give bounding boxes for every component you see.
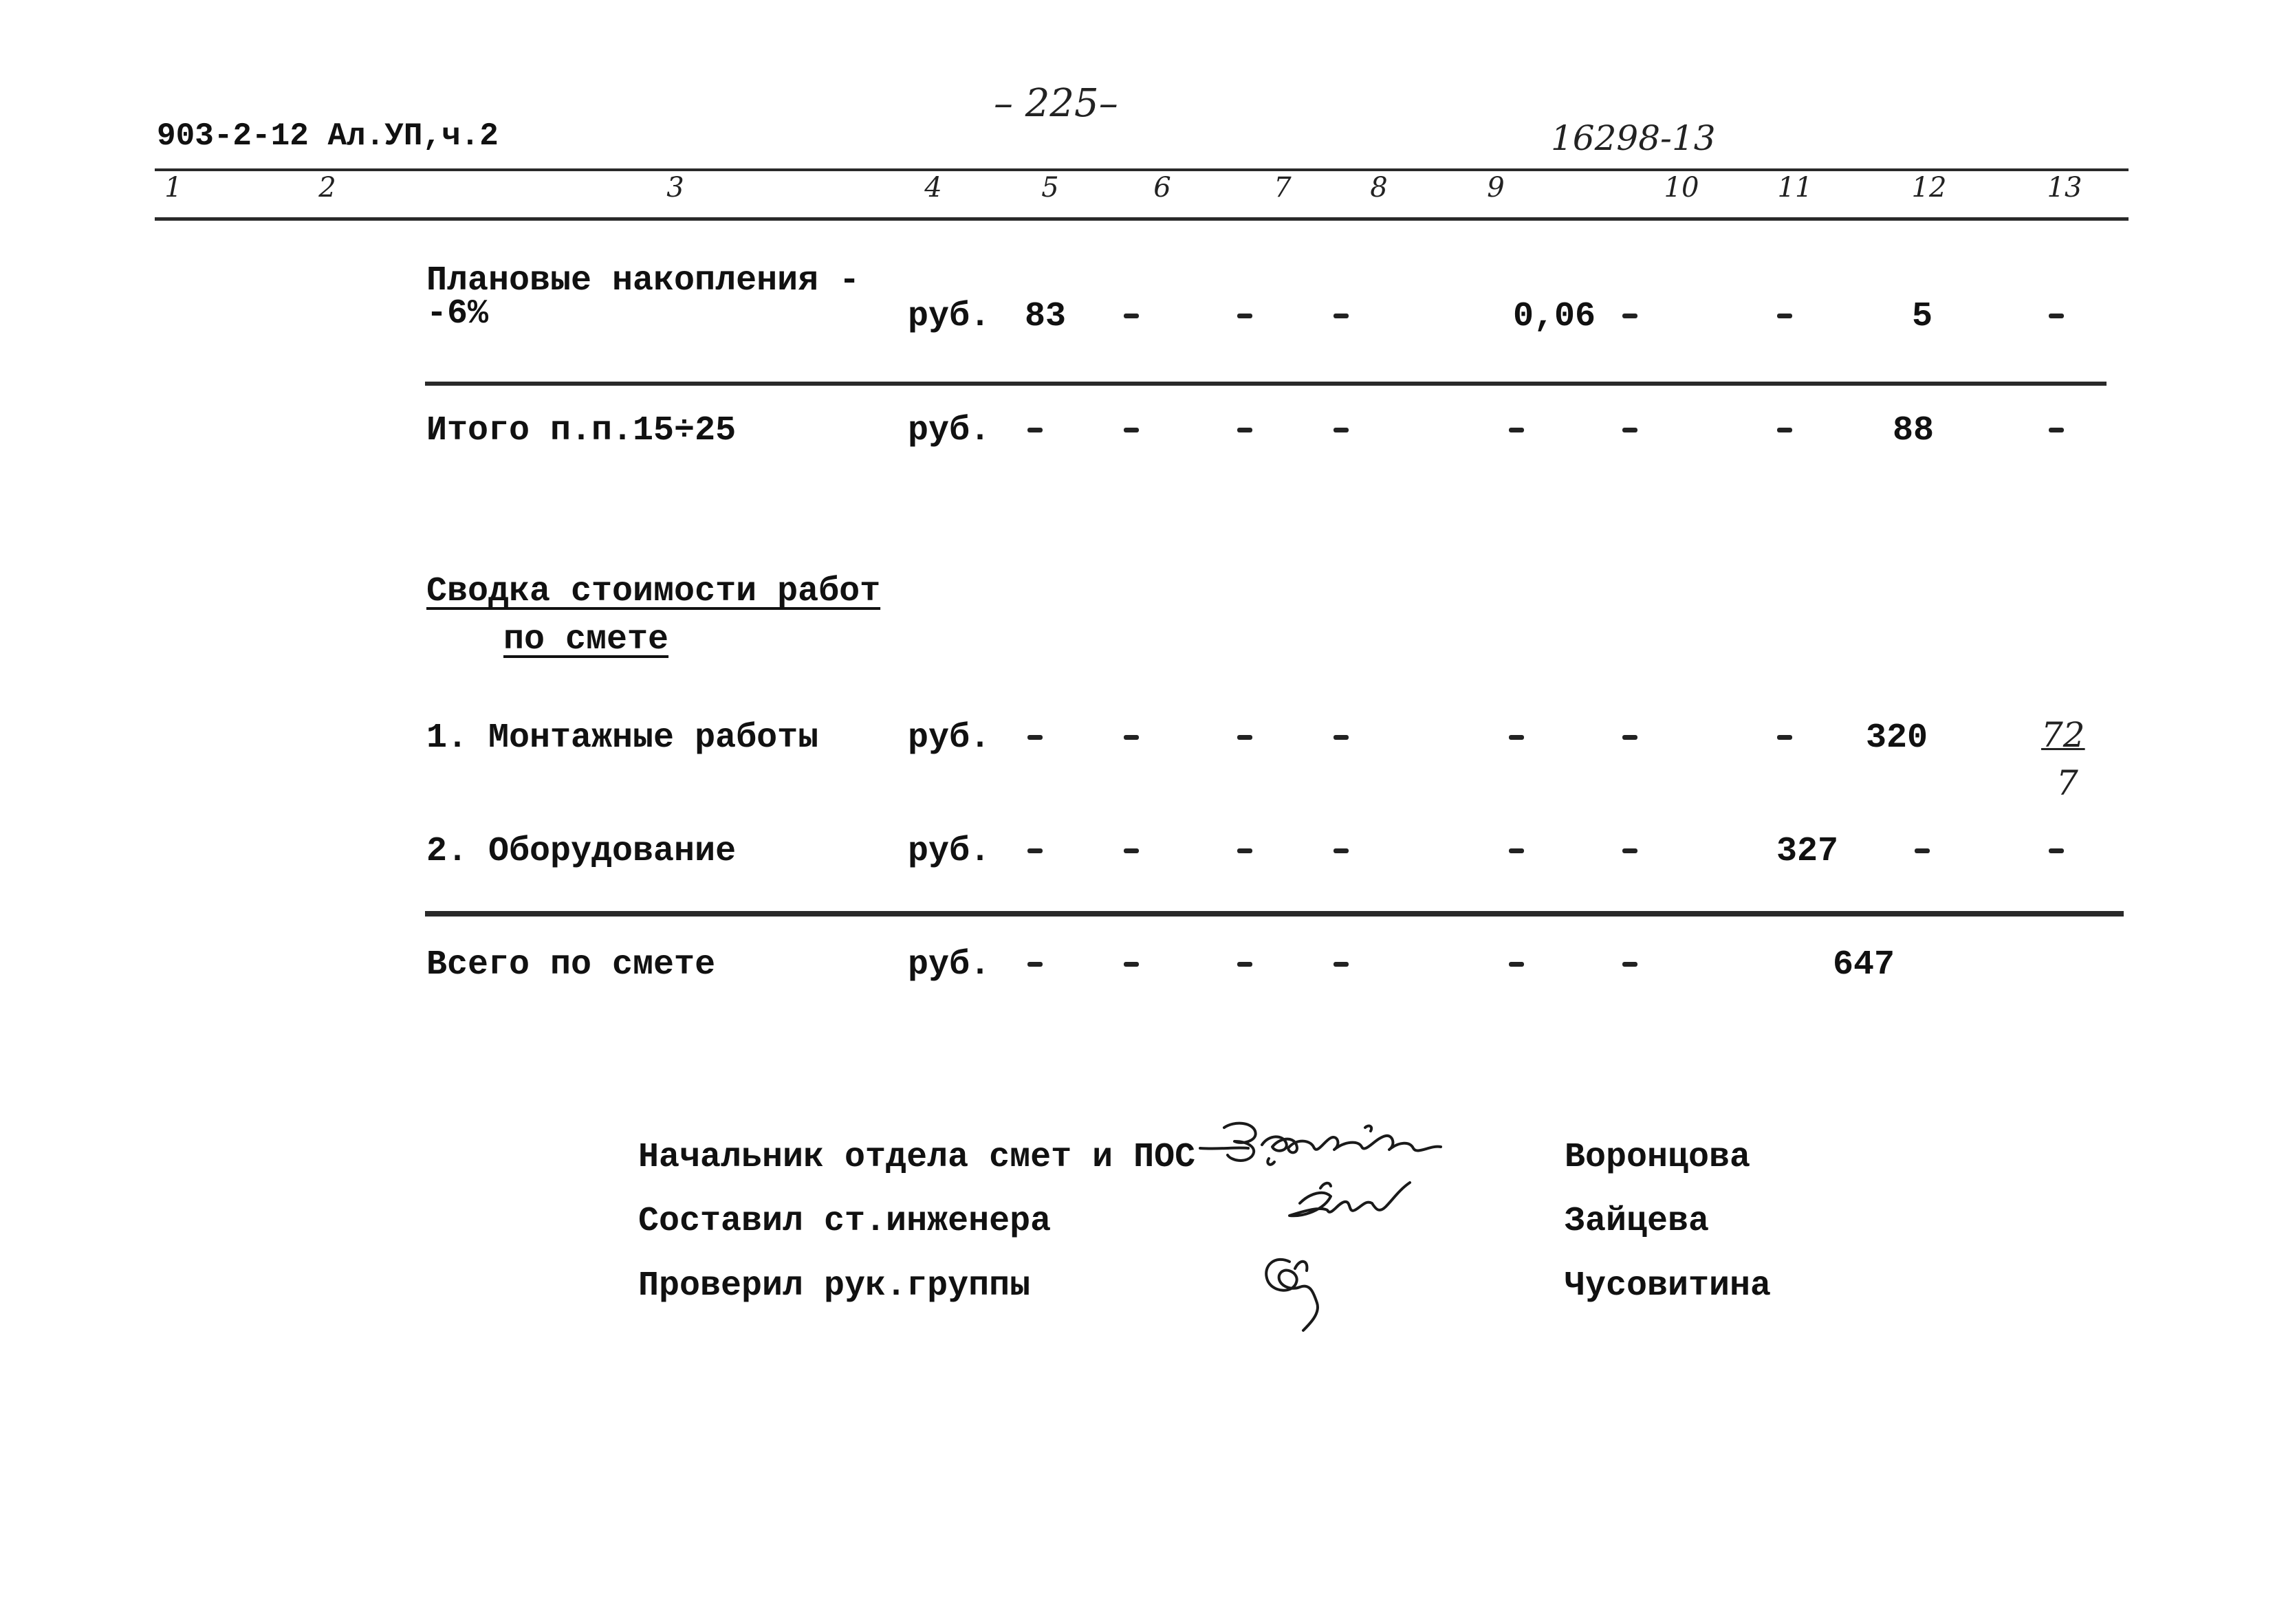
dash-cell <box>2015 297 2098 336</box>
column-number: 8 <box>1370 172 1388 204</box>
dash-cell <box>1090 718 1173 758</box>
cell-col5: 83 <box>1024 297 1066 336</box>
signature-name-head: Воронцова <box>1565 1138 1751 1177</box>
dash-cell <box>1204 411 1286 450</box>
inventory-number: 16298-13 <box>1551 118 1716 158</box>
column-number: 4 <box>924 172 942 204</box>
column-number: 11 <box>1777 172 1813 204</box>
signature-name-checker: Чусовитина <box>1565 1266 1772 1306</box>
unit-label: руб. <box>908 945 991 985</box>
dash-cell <box>1300 411 1382 450</box>
column-number: 10 <box>1664 172 1699 204</box>
cell-col13-bottom: 7 <box>2056 763 2078 803</box>
dash-cell <box>1300 832 1382 871</box>
dash-cell <box>994 718 1076 758</box>
summary-item-equipment: 2. Оборудование <box>426 832 737 871</box>
page-number: – 225– <box>994 81 1118 126</box>
unit-label: руб. <box>908 718 991 758</box>
column-number: 13 <box>2047 172 2082 204</box>
document-code: 903-2-12 Ал.УП,ч.2 <box>157 118 499 154</box>
dash-cell <box>1743 297 1826 336</box>
dash-cell <box>1743 411 1826 450</box>
dash-cell <box>1589 832 1671 871</box>
dash-cell <box>1743 718 1826 758</box>
column-number: 6 <box>1153 172 1171 204</box>
dash-cell <box>1300 297 1382 336</box>
signature-role-compiler: Составил ст.инженера <box>638 1202 1052 1241</box>
dash-cell <box>1204 297 1286 336</box>
total-value: 647 <box>1832 945 1895 985</box>
dash-cell <box>2015 411 2098 450</box>
dash-cell <box>994 832 1076 871</box>
dash-cell <box>1589 718 1671 758</box>
dash-cell <box>1090 297 1173 336</box>
dash-cell <box>1475 718 1558 758</box>
dash-cell <box>1475 832 1558 871</box>
signature-role-head: Начальник отдела смет и ПОС <box>638 1138 1196 1177</box>
cell-col9: 0,06 <box>1512 297 1596 336</box>
dash-cell <box>1589 945 1671 985</box>
dash-cell <box>1090 411 1173 450</box>
cell-col12: 88 <box>1892 411 1934 450</box>
column-number: 3 <box>666 172 684 204</box>
column-number: 12 <box>1911 172 1947 204</box>
cell-col12: 5 <box>1911 297 1933 336</box>
signature-role-checker: Проверил рук.группы <box>638 1266 1031 1306</box>
dash-cell <box>1475 411 1558 450</box>
cell-col13-top: 72 <box>2041 715 2085 755</box>
unit-label: руб. <box>908 297 991 336</box>
cell-col11: 327 <box>1776 832 1838 871</box>
dash-cell <box>1204 718 1286 758</box>
dash-cell <box>1475 945 1558 985</box>
dash-cell <box>1300 718 1382 758</box>
row-label-subtotal: Итого п.п.15÷25 <box>426 411 737 450</box>
total-rule <box>425 911 2124 917</box>
dash-cell <box>2015 832 2098 871</box>
summary-heading: Сводка стоимости работ <box>426 572 881 611</box>
signature-name-compiler: Зайцева <box>1565 1202 1710 1241</box>
dash-cell <box>994 411 1076 450</box>
dash-cell <box>1090 832 1173 871</box>
column-number: 9 <box>1487 172 1505 204</box>
column-number: 2 <box>318 172 336 204</box>
header-top-rule <box>155 168 2129 171</box>
dash-cell <box>1300 945 1382 985</box>
cell-col12: 320 <box>1865 718 1928 758</box>
column-number: 5 <box>1041 172 1059 204</box>
dash-cell <box>1881 832 1963 871</box>
row-label-planned-savings: Плановые накопления - -6% <box>426 261 860 333</box>
dash-cell <box>1589 297 1671 336</box>
column-number: 7 <box>1274 172 1292 204</box>
unit-label: руб. <box>908 411 991 450</box>
summary-heading-subtitle: по смете <box>503 620 669 659</box>
dash-cell <box>1204 945 1286 985</box>
total-label: Всего по смете <box>426 945 716 985</box>
column-number: 1 <box>164 172 182 204</box>
dash-cell <box>994 945 1076 985</box>
handwritten-signatures <box>1193 1107 1516 1341</box>
dash-cell <box>1589 411 1671 450</box>
unit-label: руб. <box>908 832 991 871</box>
summary-item-installation: 1. Монтажные работы <box>426 718 819 758</box>
dash-cell <box>1090 945 1173 985</box>
section-rule <box>425 382 2107 386</box>
dash-cell <box>1204 832 1286 871</box>
header-bottom-rule <box>155 217 2129 221</box>
